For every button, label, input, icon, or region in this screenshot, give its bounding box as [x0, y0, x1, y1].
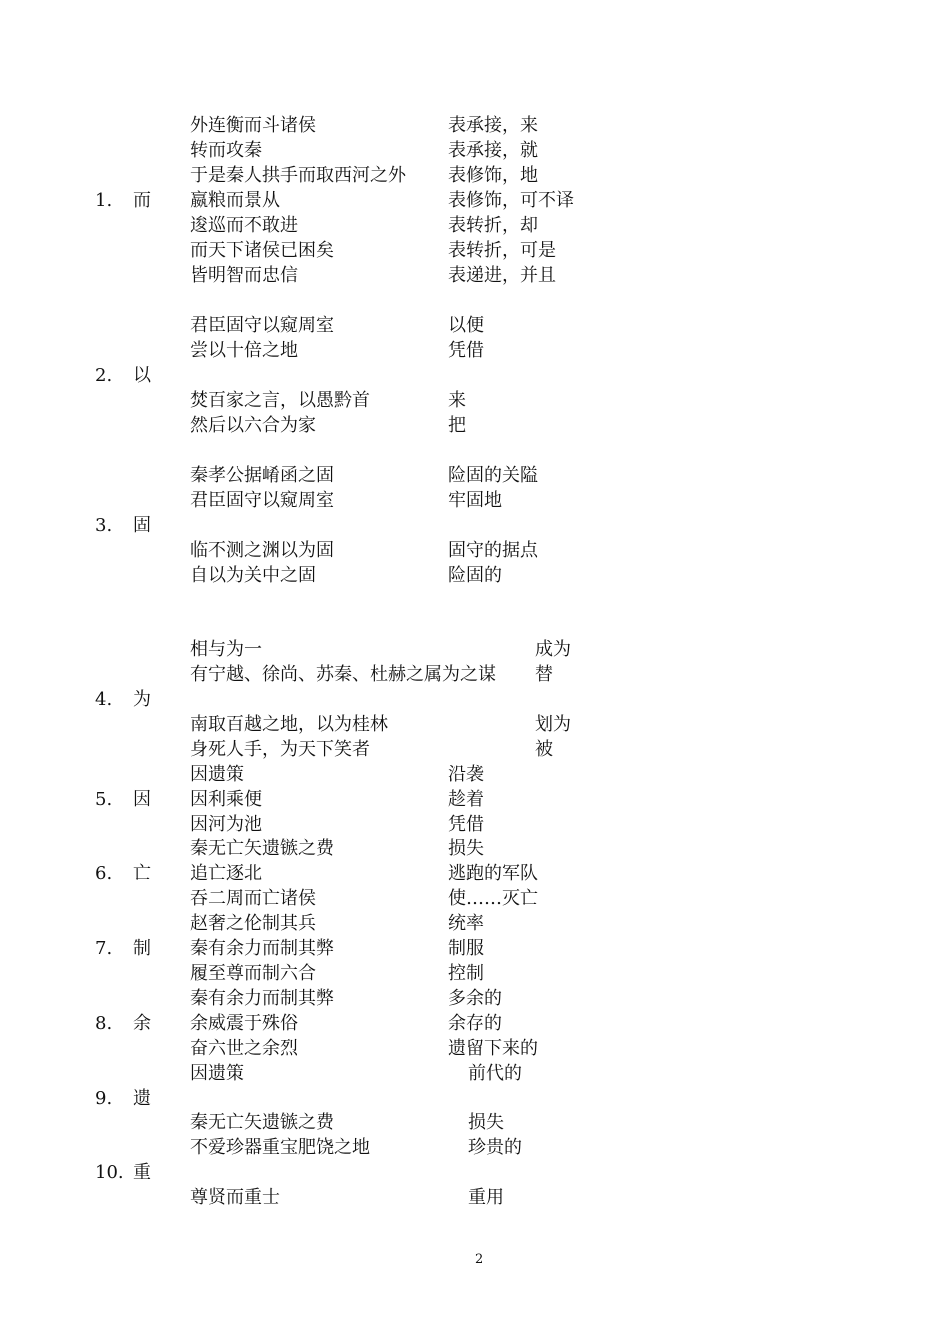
meaning: 前代的 [468, 1063, 522, 1084]
phrase: 转而攻秦 [190, 140, 262, 161]
meaning: 遗留下来的 [448, 1038, 538, 1059]
meaning: 珍贵的 [468, 1137, 522, 1158]
phrase: 奋六世之余烈 [190, 1038, 298, 1059]
phrase: 因利乘便 [190, 789, 262, 810]
entry-word: 遗 [133, 1088, 151, 1109]
meaning: 险固的关隘 [448, 465, 538, 486]
phrase: 追亡逐北 [190, 863, 262, 884]
meaning: 制服 [448, 938, 484, 959]
phrase: 临不测之渊以为固 [190, 540, 334, 561]
phrase: 因遗策 [190, 1063, 244, 1084]
meaning: 趁着 [448, 789, 484, 810]
phrase: 皆明智而忠信 [190, 265, 298, 286]
entry-word: 为 [133, 689, 151, 710]
phrase: 尊贤而重士 [190, 1187, 280, 1208]
entry-word: 亡 [133, 863, 151, 884]
phrase: 自以为关中之固 [190, 565, 316, 586]
meaning: 成为 [535, 639, 571, 660]
phrase: 余威震于殊俗 [190, 1013, 298, 1034]
phrase: 焚百家之言，以愚黔首 [190, 390, 370, 411]
phrase: 外连衡而斗诸侯 [190, 115, 316, 136]
entry-word: 因 [133, 789, 151, 810]
meaning: 控制 [448, 963, 484, 984]
phrase: 赵奢之伦制其兵 [190, 913, 316, 934]
phrase: 秦有余力而制其弊 [190, 988, 334, 1009]
phrase: 吞二周而亡诸侯 [190, 888, 316, 909]
phrase: 南取百越之地，以为桂林 [190, 714, 388, 735]
meaning: 多余的 [448, 988, 502, 1009]
phrase: 秦无亡矢遗镞之费 [190, 1112, 334, 1133]
meaning: 表转折，却 [448, 215, 538, 236]
phrase: 因遗策 [190, 764, 244, 785]
meaning: 固守的据点 [448, 540, 538, 561]
phrase: 嬴粮而景从 [190, 190, 280, 211]
meaning: 险固的 [448, 565, 502, 586]
meaning: 表转折，可是 [448, 240, 556, 261]
phrase: 逡巡而不敢进 [190, 215, 298, 236]
phrase: 秦孝公据崤函之固 [190, 465, 334, 486]
meaning: 替 [535, 664, 553, 685]
meaning: 使……灭亡 [448, 888, 538, 909]
phrase: 君臣固守以窥周室 [190, 315, 334, 336]
phrase: 于是秦人拱手而取西河之外 [190, 165, 406, 186]
entry-number: 1. [95, 190, 113, 211]
page-number: 2 [475, 1252, 484, 1267]
meaning: 凭借 [448, 814, 484, 835]
meaning: 被 [535, 739, 553, 760]
entry-word: 以 [133, 365, 151, 386]
meaning: 表修饰，可不译 [448, 190, 574, 211]
phrase: 有宁越、徐尚、苏秦、杜赫之属为之谋 [190, 664, 496, 685]
meaning: 划为 [535, 714, 571, 735]
entry-number: 2. [95, 365, 113, 386]
meaning: 把 [448, 415, 466, 436]
meaning: 重用 [468, 1187, 504, 1208]
phrase: 而天下诸侯已困矣 [190, 240, 334, 261]
entry-number: 7. [95, 938, 113, 959]
meaning: 牢固地 [448, 490, 502, 511]
phrase: 相与为一 [190, 639, 262, 660]
meaning: 凭借 [448, 340, 484, 361]
phrase: 秦有余力而制其弊 [190, 938, 334, 959]
entry-number: 6. [95, 863, 113, 884]
entry-number: 4. [95, 689, 113, 710]
phrase: 履至尊而制六合 [190, 963, 316, 984]
meaning: 来 [448, 390, 466, 411]
phrase: 不爱珍器重宝肥饶之地 [190, 1137, 370, 1158]
entry-word: 制 [133, 938, 151, 959]
meaning: 表承接，来 [448, 115, 538, 136]
entry-number: 3. [95, 515, 113, 536]
entry-number: 5. [95, 789, 113, 810]
meaning: 损失 [448, 838, 484, 859]
meaning: 统率 [448, 913, 484, 934]
meaning: 以便 [448, 315, 484, 336]
phrase: 身死人手，为天下笑者 [190, 739, 370, 760]
meaning: 余存的 [448, 1013, 502, 1034]
entry-word: 重 [133, 1162, 151, 1183]
entry-number: 9. [95, 1088, 113, 1109]
meaning: 表修饰，地 [448, 165, 538, 186]
meaning: 表递进，并且 [448, 265, 556, 286]
phrase: 然后以六合为家 [190, 415, 316, 436]
entry-word: 余 [133, 1013, 151, 1034]
phrase: 君臣固守以窥周室 [190, 490, 334, 511]
meaning: 沿袭 [448, 764, 484, 785]
entry-word: 而 [133, 190, 151, 211]
phrase: 尝以十倍之地 [190, 340, 298, 361]
phrase: 因河为池 [190, 814, 262, 835]
phrase: 秦无亡矢遗镞之费 [190, 838, 334, 859]
entry-number: 10. [95, 1162, 124, 1183]
meaning: 损失 [468, 1112, 504, 1133]
entry-word: 固 [133, 515, 151, 536]
meaning: 表承接，就 [448, 140, 538, 161]
entry-number: 8. [95, 1013, 113, 1034]
meaning: 逃跑的军队 [448, 863, 538, 884]
